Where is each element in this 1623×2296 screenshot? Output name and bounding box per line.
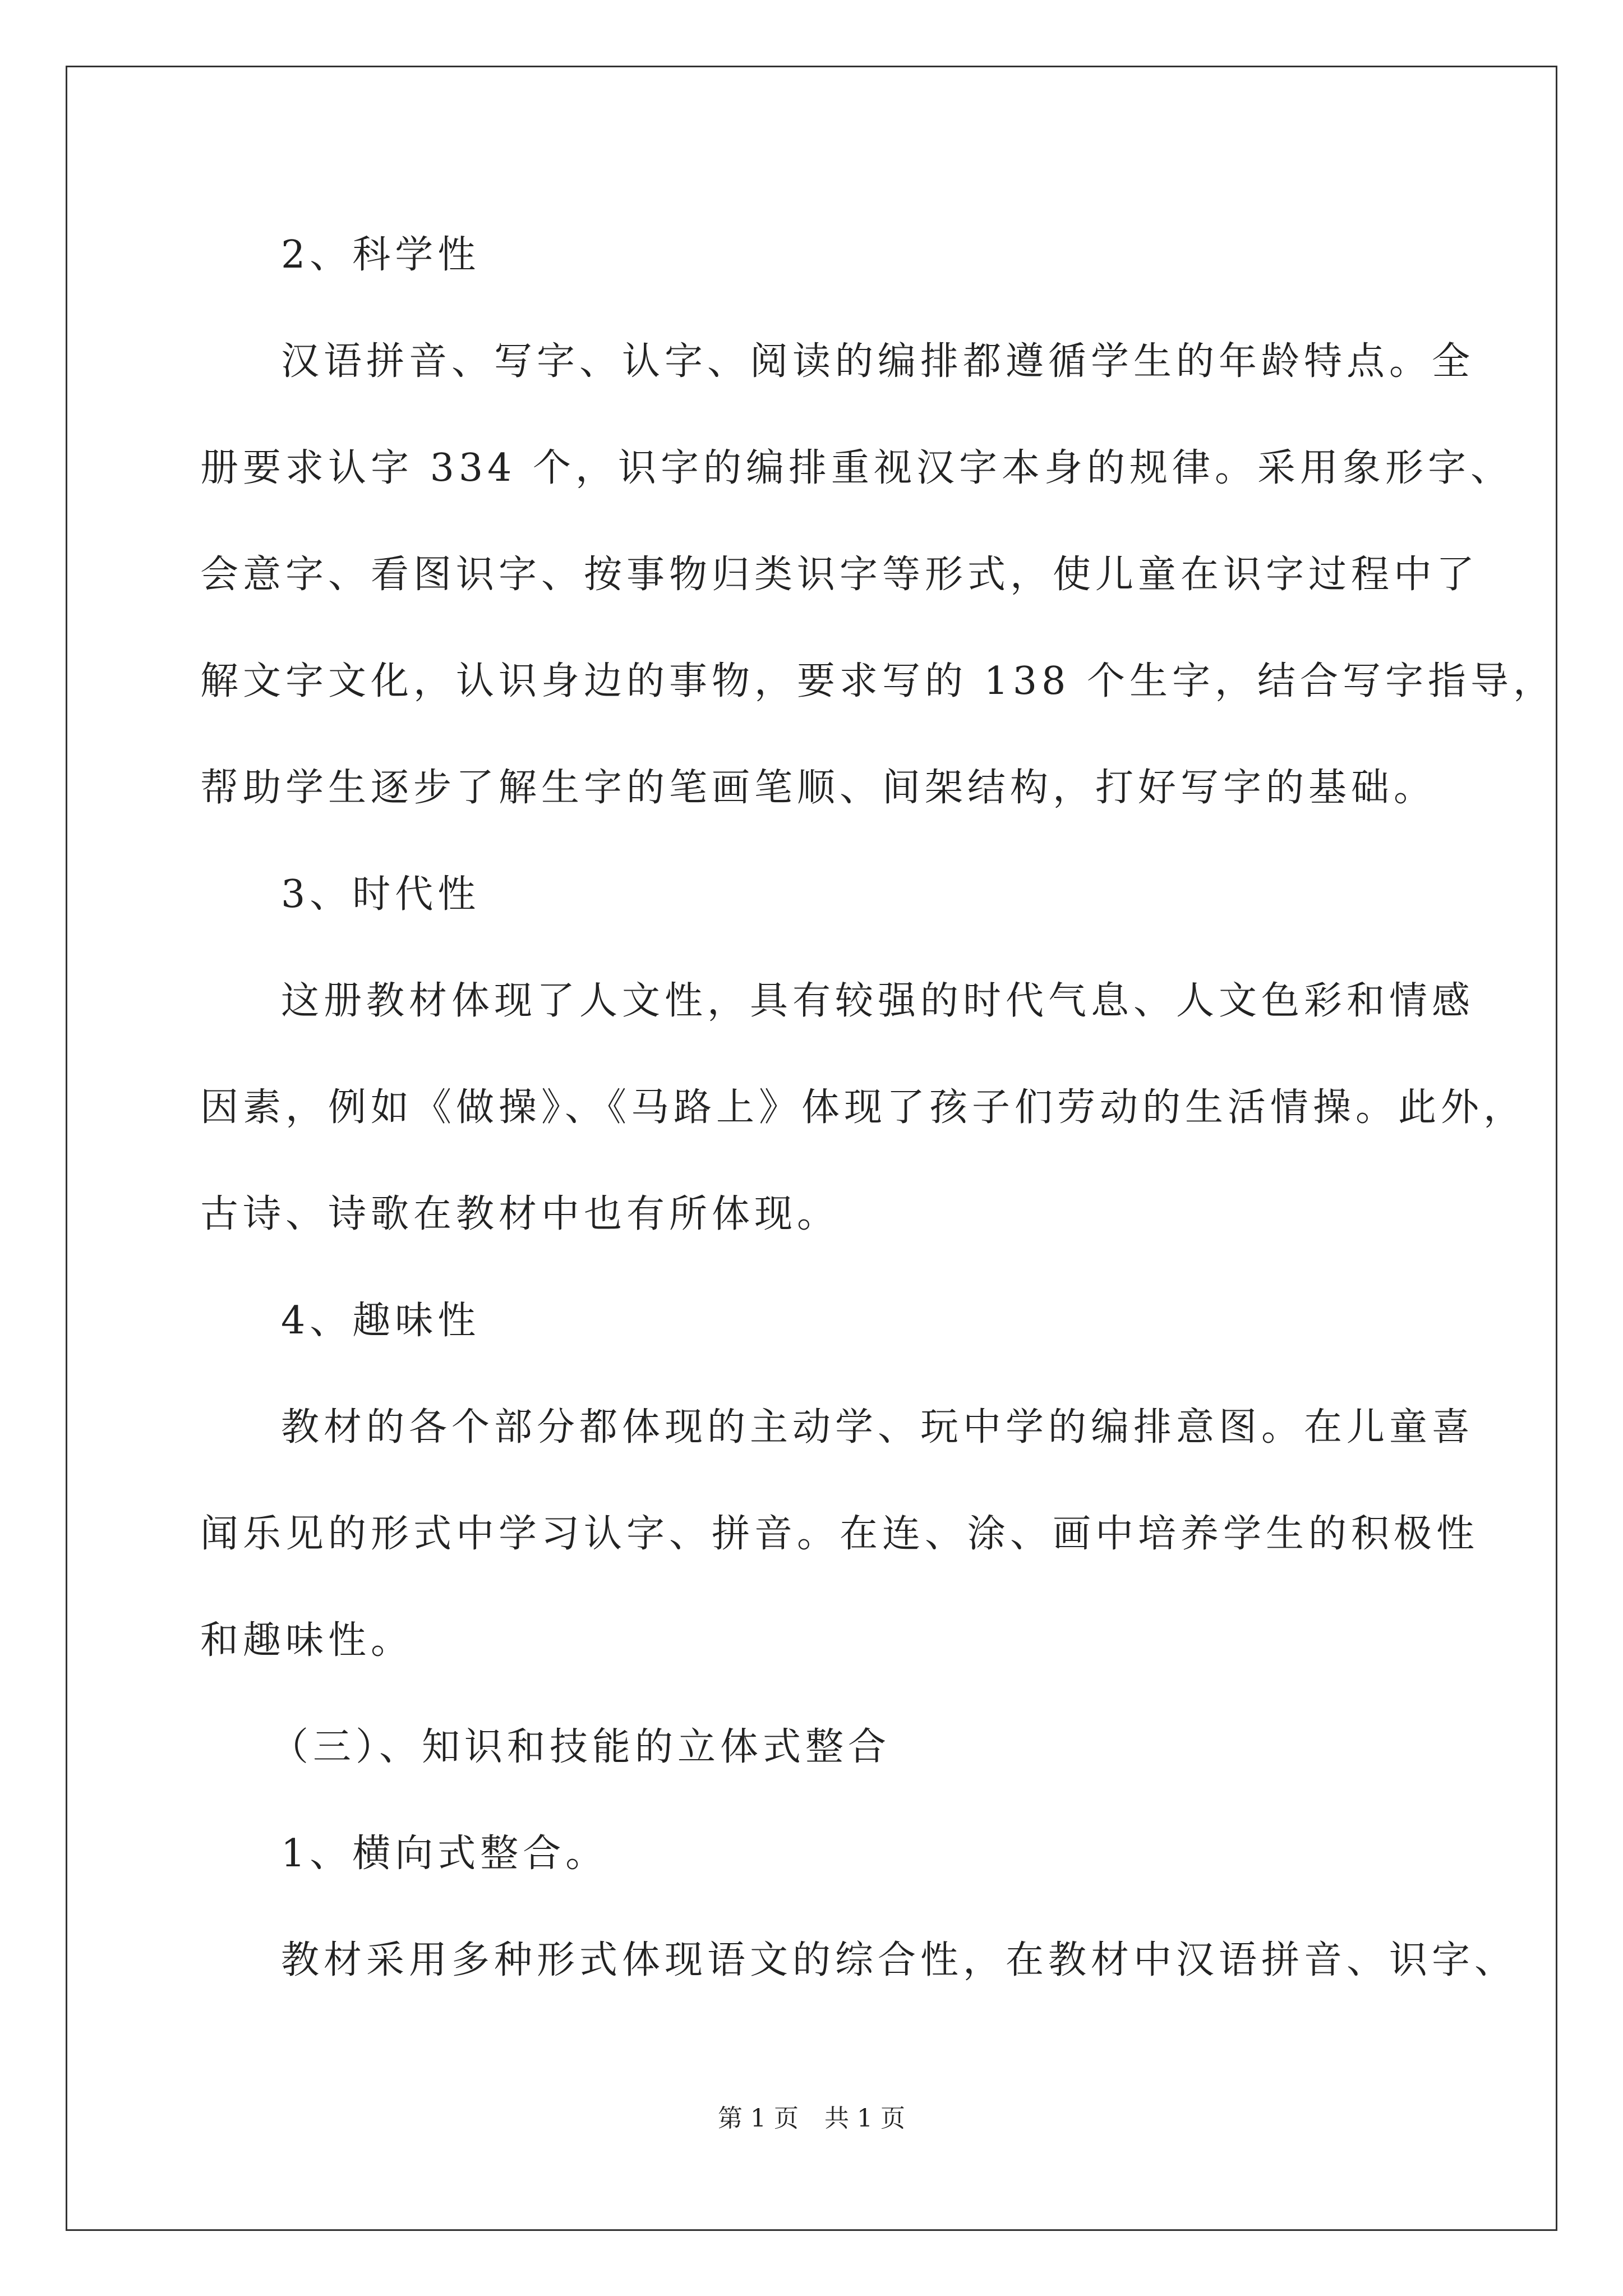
paragraph-line: 帮助学生逐步了解生字的笔画笔顺、间架结构，打好写字的基础。 (200, 766, 1437, 810)
paragraph-line: 和趣味性。 (200, 1618, 414, 1663)
heading-scientific: 2、科学性 (281, 233, 481, 277)
paragraph-line: 会意字、看图识字、按事物归类识字等形式，使儿童在识字过程中了 (200, 553, 1479, 597)
heading-era: 3、时代性 (281, 872, 481, 917)
paragraph-line: 这册教材体现了人文性，具有较强的时代气息、人文色彩和情感 (281, 979, 1475, 1023)
paragraph-line: 解文字文化，认识身边的事物，要求写的 138 个生字，结合写字指导， (200, 659, 1556, 703)
heading-horizontal: 1、横向式整合。 (281, 1832, 608, 1876)
paragraph-line: 册要求认字 334 个，识字的编排重视汉字本身的规律。采用象形字、 (200, 446, 1514, 490)
paragraph-line: 闻乐见的形式中学习认字、拼音。在连、涂、画中培养学生的积极性 (200, 1512, 1479, 1556)
heading-interest: 4、趣味性 (281, 1299, 481, 1343)
page-total: 共 1 页 (824, 2104, 905, 2133)
paragraph-line: 因素，例如《做操》、《马路上》体现了孩子们劳动的生活情操。此外， (200, 1085, 1527, 1130)
paragraph-line: 教材采用多种形式体现语文的综合性，在教材中汉语拼音、识字、 (281, 1938, 1518, 1982)
paragraph-line: 教材的各个部分都体现的主动学、玩中学的编排意图。在儿童喜 (281, 1405, 1475, 1450)
paragraph-line: 古诗、诗歌在教材中也有所体现。 (200, 1192, 840, 1236)
paragraph-line: 汉语拼音、写字、认字、阅读的编排都遵循学生的年龄特点。全 (281, 339, 1475, 384)
page-number: 第 1 页 (718, 2104, 799, 2133)
document-body (200, 202, 1556, 2014)
section-heading-integration: （三）、知识和技能的立体式整合 (270, 1725, 891, 1769)
page-footer (0, 2098, 1623, 2134)
